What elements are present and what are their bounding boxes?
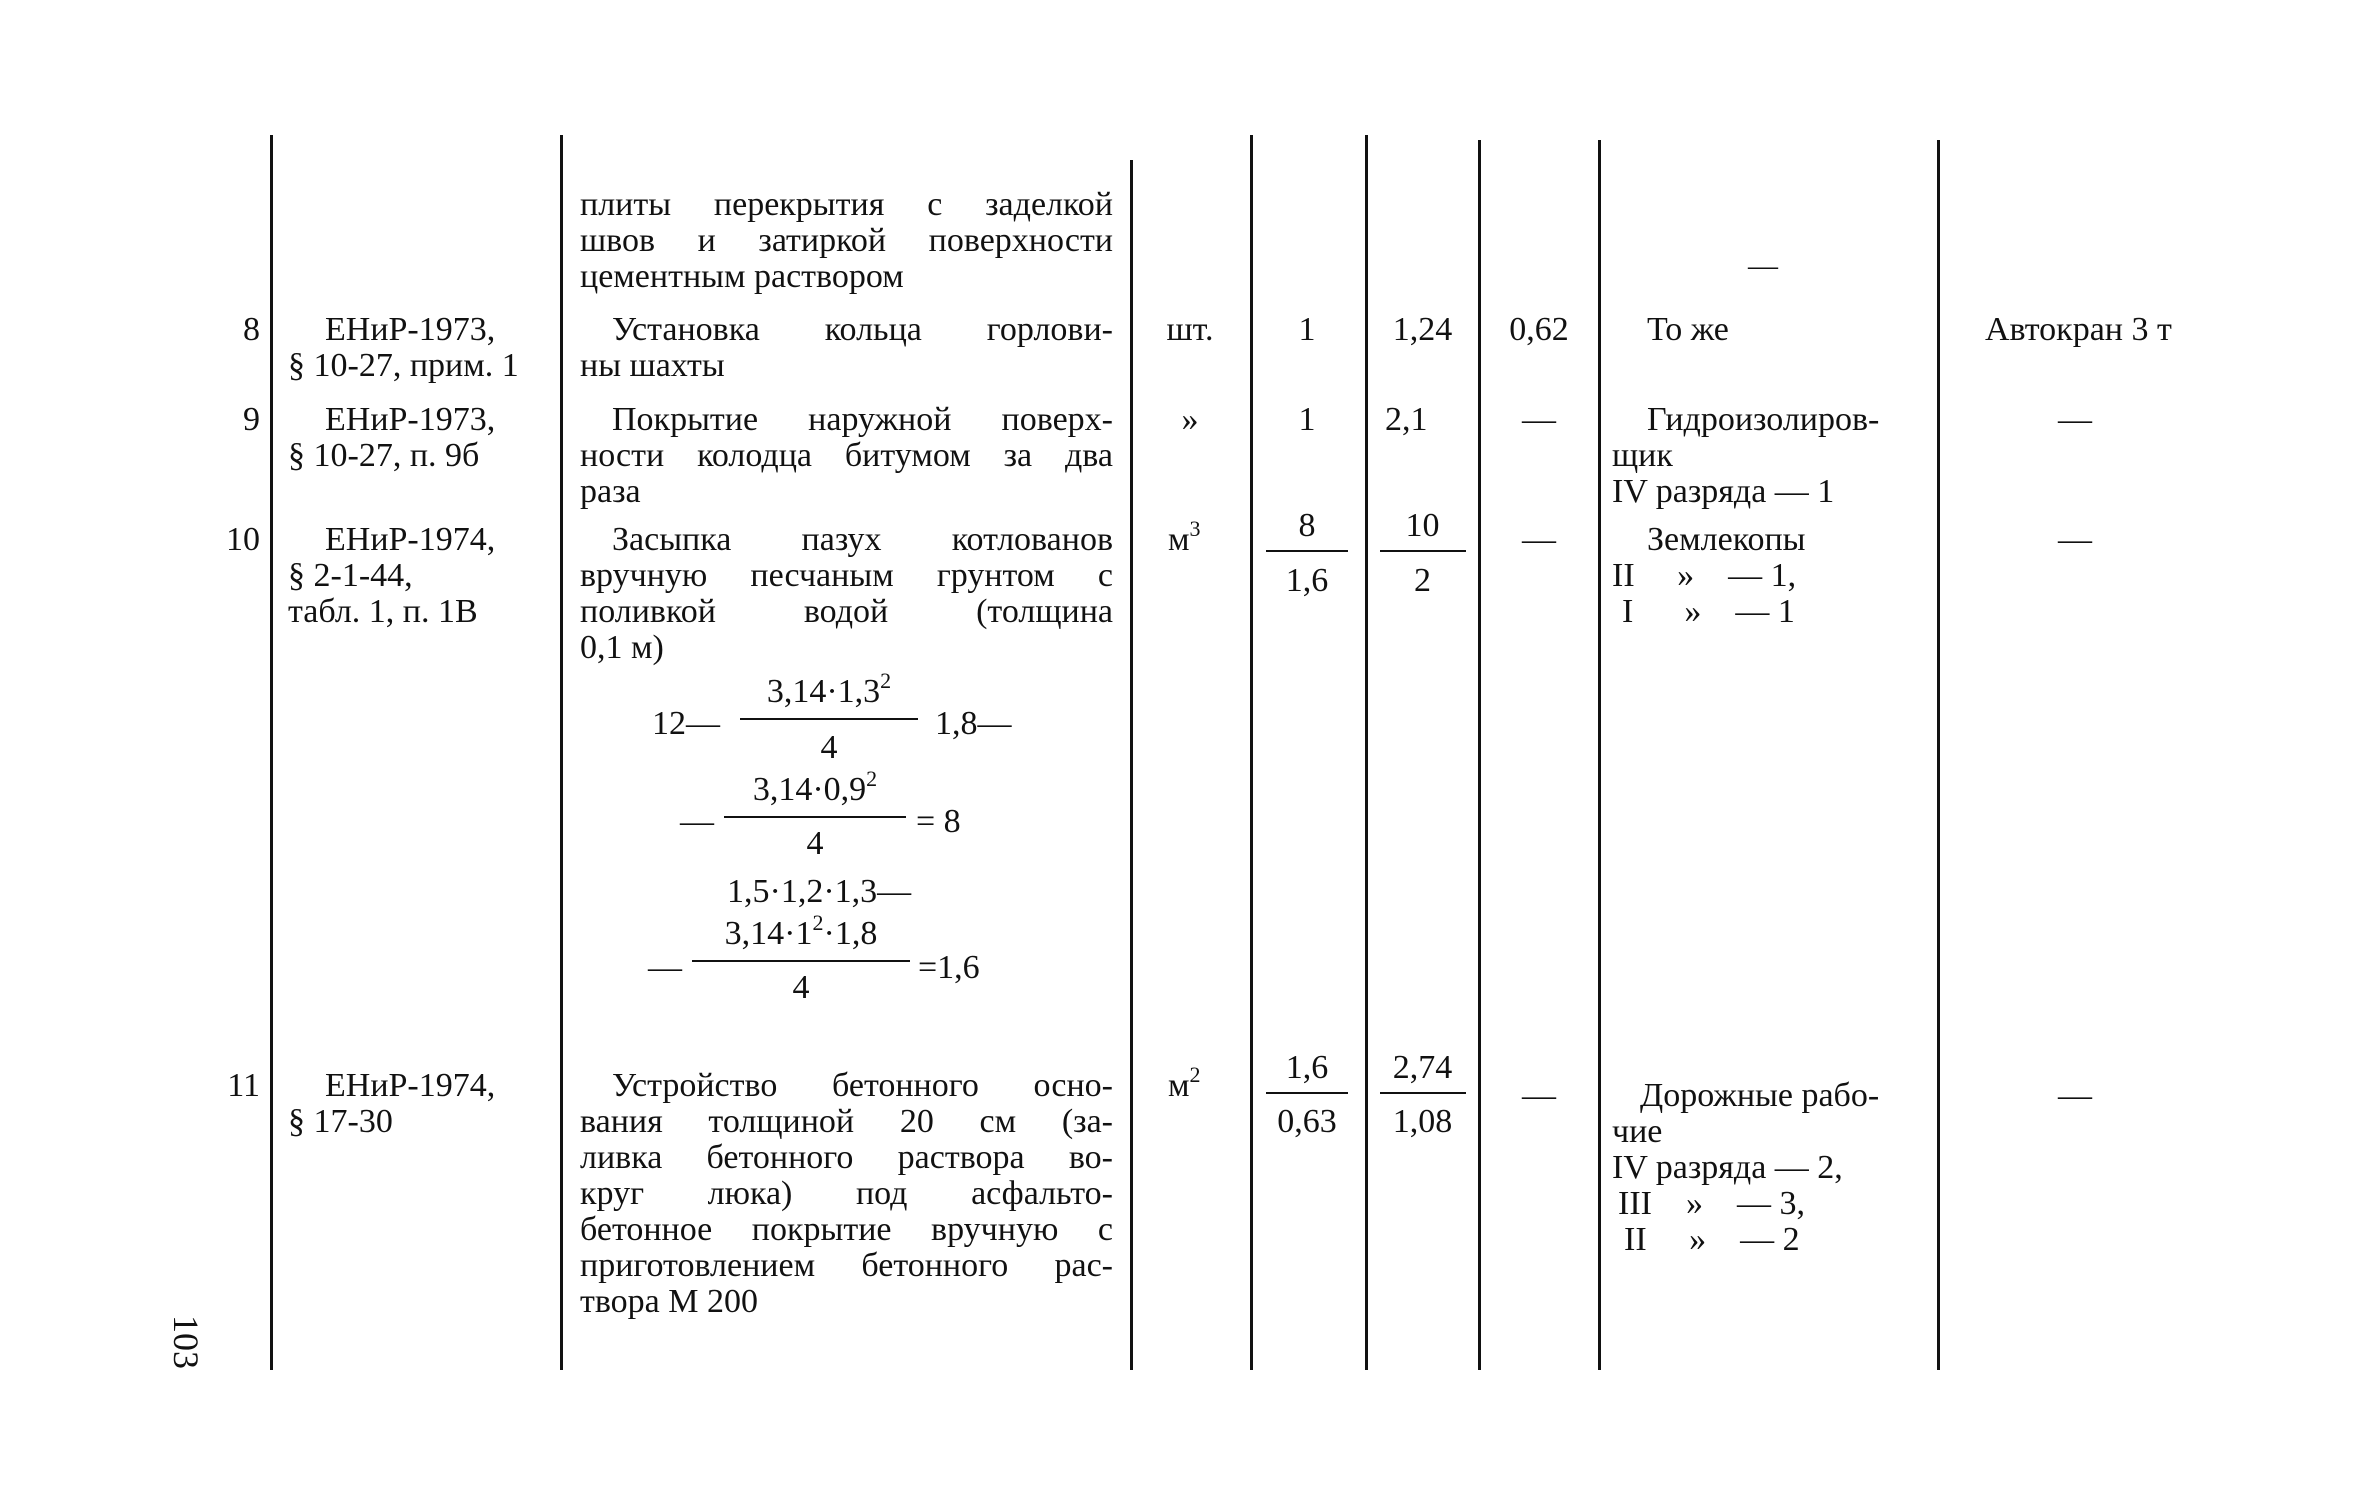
- labor-fraction-bar: [1380, 550, 1466, 552]
- column-rule: [1478, 140, 1481, 1370]
- work-line: приготовлением бетонного рас-: [580, 1247, 1113, 1284]
- column-rule: [1250, 135, 1253, 1370]
- reference-line: § 2-1-44,: [288, 557, 413, 594]
- row-number: 8: [243, 311, 260, 348]
- work-line: Установка кольца горлови-: [612, 311, 1113, 348]
- unit-base: м: [1168, 1067, 1190, 1104]
- reference-line: табл. 1, п. 1В: [288, 593, 478, 630]
- machine-time: 0,62: [1509, 311, 1569, 348]
- formula-text: 1,8—: [935, 705, 1012, 742]
- work-line: швов и затиркой поверхности: [580, 222, 1113, 259]
- formula-text: 1,5·1,2·1,3—: [727, 873, 912, 910]
- unit-exponent: 2: [1189, 1062, 1201, 1087]
- labor-numerator: 10: [1405, 507, 1440, 544]
- work-line: ности колодца битумом за два: [580, 437, 1113, 474]
- unit: [1168, 516, 1201, 558]
- equipment: —: [2058, 1077, 2092, 1114]
- quantity-numerator: 1,6: [1285, 1049, 1329, 1086]
- column-rule: [560, 135, 563, 1370]
- labor-cost: 2,1: [1385, 401, 1428, 438]
- work-line: ливка бетонного раствора во-: [580, 1139, 1113, 1176]
- quantity-denominator: 0,63: [1277, 1103, 1337, 1140]
- formula-fraction-bar: [740, 718, 918, 720]
- workers-line: IV разряда — 1: [1612, 473, 1835, 510]
- formula-numerator: [738, 668, 920, 710]
- reference-line: ЕНиР-1973,: [325, 401, 496, 438]
- reference-line: § 10-27, п. 9б: [288, 437, 480, 474]
- formula-text: —: [648, 949, 682, 986]
- labor-denominator: 1,08: [1392, 1103, 1453, 1140]
- page-number: 103: [166, 1315, 206, 1369]
- formula-text: 12—: [652, 705, 720, 742]
- formula-denominator: 4: [792, 969, 810, 1006]
- workers-line: II » — 1,: [1612, 557, 1797, 594]
- formula-numerator-tail: ·1,8: [823, 915, 878, 952]
- column-rule: [1130, 160, 1133, 1370]
- workers-line: То же: [1647, 311, 1729, 348]
- formula-denominator: 4: [820, 729, 838, 766]
- quantity-fraction-bar: [1266, 1092, 1348, 1094]
- row-number: 10: [226, 521, 260, 558]
- formula-denominator: 4: [806, 825, 824, 862]
- column-rule: [1598, 140, 1601, 1370]
- formula-text: =1,6: [918, 949, 980, 986]
- workers-line: чие: [1612, 1113, 1663, 1150]
- work-line: поливкой водой (толщина: [580, 593, 1113, 630]
- quantity: 1: [1298, 401, 1316, 438]
- work-line: цементным раствором: [580, 258, 904, 295]
- formula-numerator-base: 3,14·1,3: [766, 673, 881, 710]
- quantity-numerator: 8: [1298, 507, 1316, 544]
- workers-line: Гидроизолиров-: [1647, 401, 1880, 438]
- equipment: Автокран 3 т: [1985, 311, 2172, 348]
- unit-base: м: [1168, 521, 1190, 558]
- unit: »: [1181, 401, 1199, 438]
- formula-numerator-base: 3,14·0,9: [752, 771, 867, 808]
- unit: [1168, 1062, 1201, 1104]
- machine-time: —: [1522, 1077, 1556, 1114]
- column-rule: [1937, 140, 1940, 1370]
- work-line: твора М 200: [580, 1283, 759, 1320]
- formula-numerator: [722, 766, 908, 808]
- row-number: 9: [243, 401, 260, 438]
- work-line: Покрытие наружной поверх-: [612, 401, 1113, 438]
- formula-numerator: [690, 910, 912, 952]
- reference-line: ЕНиР-1974,: [325, 521, 496, 558]
- equipment: —: [2058, 401, 2092, 438]
- column-rule: [270, 135, 273, 1370]
- top-dash: —: [1748, 249, 1778, 282]
- work-line: бетонное покрытие вручную с: [580, 1211, 1113, 1248]
- work-line: Устройство бетонного осно-: [612, 1067, 1113, 1104]
- quantity-denominator: 1,6: [1285, 562, 1329, 599]
- reference-line: § 10-27, прим. 1: [288, 347, 519, 384]
- machine-time: —: [1522, 521, 1556, 558]
- formula-exponent: 2: [812, 910, 824, 935]
- column-rule: [1365, 135, 1368, 1370]
- formula-fraction-bar: [724, 816, 906, 818]
- labor-fraction-bar: [1380, 1092, 1466, 1094]
- workers-line: Землекопы: [1647, 521, 1806, 558]
- equipment: —: [2058, 521, 2092, 558]
- labor-numerator: 2,74: [1392, 1049, 1453, 1086]
- labor-denominator: 2: [1414, 562, 1431, 599]
- work-line: плиты перекрытия с заделкой: [580, 186, 1113, 223]
- workers-line: III » — 3,: [1618, 1185, 1805, 1222]
- unit: шт.: [1166, 311, 1214, 348]
- labor-cost: 1,24: [1392, 311, 1453, 348]
- work-line: ны шахты: [580, 347, 725, 384]
- quantity: 1: [1298, 311, 1316, 348]
- work-line: вания толщиной 20 см (за-: [580, 1103, 1113, 1140]
- work-line: круг люка) под асфальто-: [580, 1175, 1113, 1212]
- work-line: вручную песчаным грунтом с: [580, 557, 1113, 594]
- reference-line: ЕНиР-1973,: [325, 311, 496, 348]
- work-line: 0,1 м): [580, 629, 664, 666]
- formula-exponent: 2: [866, 766, 878, 791]
- reference-line: ЕНиР-1974,: [325, 1067, 496, 1104]
- formula-fraction-bar: [692, 960, 910, 962]
- quantity-fraction-bar: [1266, 550, 1348, 552]
- work-line: Засыпка пазух котлованов: [612, 521, 1113, 558]
- machine-time: —: [1522, 401, 1556, 438]
- workers-line: Дорожные рабо-: [1640, 1077, 1880, 1114]
- work-line: раза: [580, 473, 641, 510]
- workers-line: щик: [1612, 437, 1673, 474]
- workers-line: IV разряда — 2,: [1612, 1149, 1843, 1186]
- formula-numerator-base: 3,14·1: [724, 915, 813, 952]
- formula-text: —: [680, 803, 714, 840]
- formula-text: = 8: [916, 803, 961, 840]
- unit-exponent: 3: [1189, 516, 1201, 541]
- workers-line: I » — 1: [1622, 593, 1795, 630]
- workers-line: II » — 2: [1624, 1221, 1800, 1258]
- reference-line: § 17-30: [288, 1103, 393, 1140]
- formula-exponent: 2: [880, 668, 892, 693]
- row-number: 11: [227, 1067, 260, 1104]
